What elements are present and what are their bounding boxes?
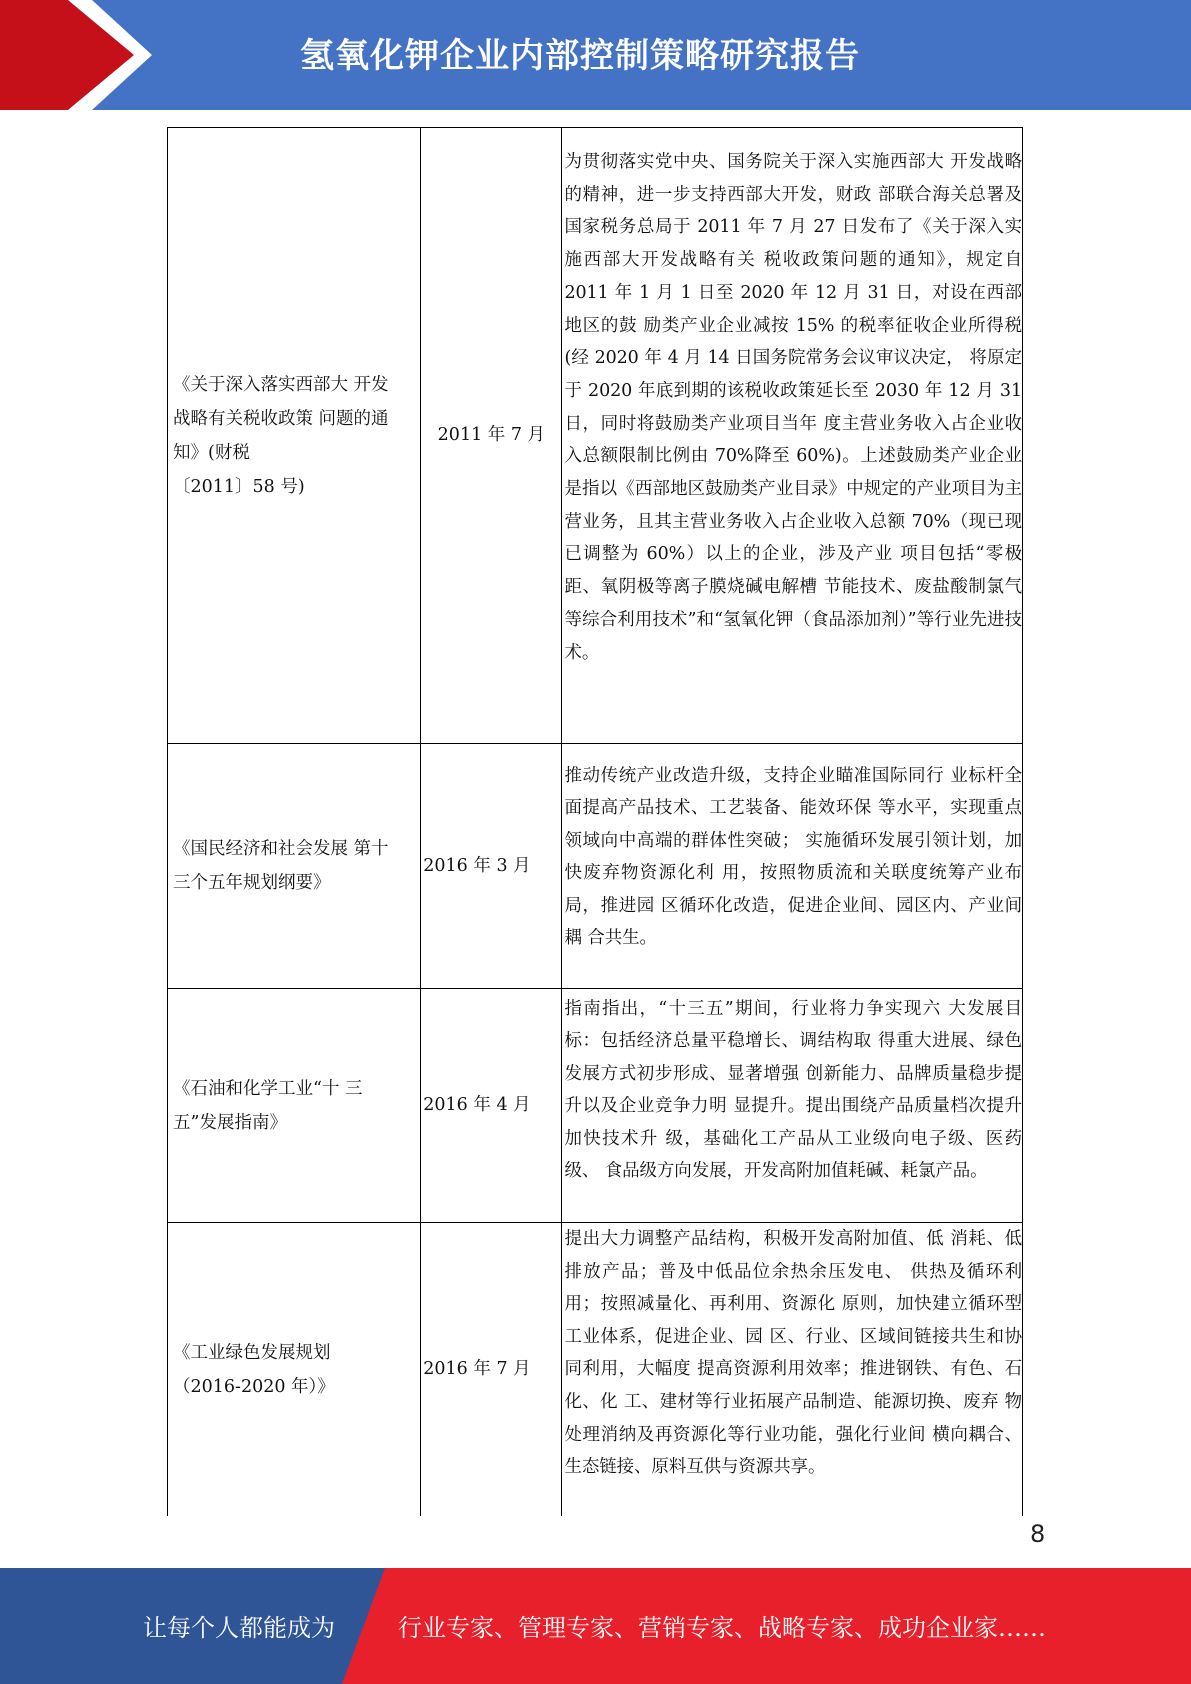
policy-date-cell: 2016 年 4 月 <box>421 989 562 1223</box>
header-banner <box>0 0 1191 110</box>
table-row <box>168 744 1023 989</box>
policy-name-line: 《石油和化学工业“十 三 <box>173 1078 363 1099</box>
policy-name-line: 知》(财税 <box>173 442 250 463</box>
policy-date-cell: 2016 年 7 月 <box>421 1223 562 1517</box>
policy-name-line: 〔2011〕58 号) <box>173 476 305 497</box>
footer-slogan-right: 行业专家、管理专家、营销专家、战略专家、成功企业家…… <box>398 1614 1046 1642</box>
table-row <box>168 989 1023 1223</box>
policy-name-line: 《国民经济和社会发展 第十 <box>173 839 389 859</box>
policy-name-line: （2016-2020 年）》 <box>173 1376 335 1397</box>
table-row <box>168 128 1023 744</box>
policy-description-cell: 指南指出，“十三五”期间，行业将力争实现六 大发展目标：包括经济总量平稳增长、调结构取 得重大进展、绿色发展方式初步形成、显著增强 创新能力、品牌质量稳步提升以及企业竞争力明 显提升。提出围绕产品质量档次提升加快技术升 级，基础化工产品从工业级向电子级、医药级、 食品级方向发展，开发高附加值耗碱、耗氯产品。 <box>562 989 1023 1223</box>
policy-date-cell: 2016 年 3 月 <box>421 744 562 989</box>
policy-name-line: 战略有关税收政策 问题的通 <box>173 408 389 429</box>
report-title: 氢氧化钾企业内部控制策略研究报告 <box>300 36 860 76</box>
table-row <box>168 1223 1023 1517</box>
policy-date-cell: 2011 年 7 月 <box>421 128 562 744</box>
page-number: 8 <box>1030 1520 1046 1548</box>
policy-name-cell <box>168 128 421 744</box>
policy-name-line: 《工业绿色发展规划 <box>173 1342 331 1363</box>
policy-name-cell <box>168 744 421 989</box>
footer-banner <box>0 1568 1191 1684</box>
policy-name-cell <box>168 989 421 1223</box>
footer-slogan-left: 让每个人都能成为 <box>143 1614 335 1642</box>
policy-name-line: 《关于深入落实西部大 开发 <box>173 374 389 395</box>
policy-name-cell <box>168 1223 421 1517</box>
policy-description-cell: 推动传统产业改造升级，支持企业瞄准国际同行 业标杆全面提高产品技术、工艺装备、能效环保 等水平，实现重点领域向中高端的群体性突破； 实施循环发展引领计划，加快废弃物资源化利 用，按照物质流和关联度统筹产业布局，推进园 区循环化改造，促进企业间、园区内、产业间耦 合共生。 <box>562 744 1023 989</box>
policy-name-line: 五”发展指南》 <box>173 1112 287 1133</box>
policy-table <box>167 127 1023 1516</box>
policy-name-line: 三个五年规划纲要》 <box>173 873 331 893</box>
policy-description-cell: 提出大力调整产品结构，积极开发高附加值、低 消耗、低排放产品；普及中低品位余热余压发电、 供热及循环利用；按照减量化、再利用、资源化 原则，加快建立循环型工业体系，促进企业、园 区、行业、区域间链接共生和协同利用，大幅度 提高资源利用效率；推进钢铁、有色、石化、化 工、建材等行业拓展产品制造、能源切换、废弃 物处理消纳及再资源化等行业功能，强化行业间 横向耦合、生态链接、原料互供与资源共享。 <box>562 1223 1023 1517</box>
policy-description-cell: 为贯彻落实党中央、国务院关于深入实施西部大 开发战略的精神，进一步支持西部大开发，财政 部联合海关总署及国家税务总局于 2011 年 7 月 27 日发布了《关于深入实施西部大开发战略有关 税收政策问题的通知》，规定自 2011 年 1 月 1 日至 2020 年 12 月 31 日，对设在西部地区的鼓 励类产业企业减按 15% 的税率征收企业所得税(经 2020 年 4 月 14 日国务院常务会议审议决定， 将原定于 2020 年底到期的该税收政策延长至 2030 年 12 月 31 日，同时将鼓励类产业项目当年 度主营业务收入占企业收入总额限制比例由 70%降至 60%)。上述鼓励类产业企业是指以《西部地区鼓励类产业目录》中规定的产业项目为主 营业务，且其主营业务收入占企业收入总额 70%（现已现已调整为 60%）以上的企业，涉及产业 项目包括“零极距、氧阴极等离子膜烧碱电解槽 节能技术、废盐酸制氯气等综合利用技术”和“氢氧化钾（食品添加剂）”等行业先进技术。 <box>562 128 1023 744</box>
